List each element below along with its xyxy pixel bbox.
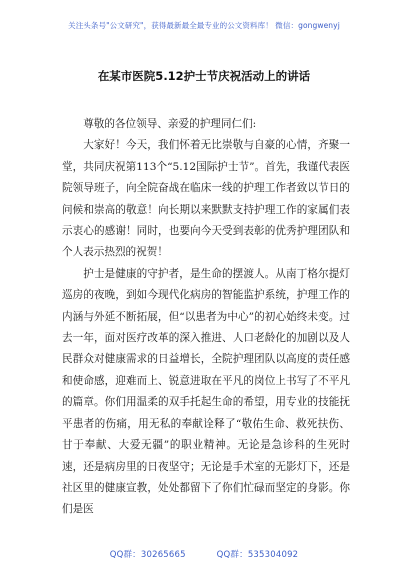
- header-promo-note: 关注头条号"公文研究"，获得最新最全最专业的公文资料库！ 微信：gongwenyj: [68, 21, 340, 30]
- body-paragraph: 护士是健康的守护者，是生命的摆渡人。从南丁格尔提灯巡房的夜晚，到如今现代化病房的智能监护系统，护理工作的内涵与外延不断拓展，但“以患者为中心”的初心始终未变。过去一年，面对医疗改革的深入推进、人口老龄化的加剧以及人民群众对健康需求的日益增长，全院护理团队以高度的责任感和使命感，迎难而上、锐意进取在平凡的岗位上书写了不平凡的篇章。你们用温柔的双手托起生命的希望，用专业的技能抚平患者的伤痛，用无私的奉献诠释了“敬佑生命、救死扶伤、甘于奉献、大爱无疆”的职业精神。无论是急诊科的生死时速，还是病房里的日夜坚守；无论是手术室的无影灯下，还是社区里的健康宣教，处处都留下了你们忙碌而坚定的身影。你们是医: [62, 267, 350, 516]
- footer-qq-group-2: QQ群：535304092: [216, 550, 299, 560]
- body-paragraph: 大家好！今天，我们怀着无比崇敬与自豪的心情，齐聚一堂，共同庆祝第113个“5.12国际护士节”。首先，我谨代表医院领导班子，向全院奋战在临床一线的护理工作者致以节日的问候和崇高的敬意！向长期以来默默支持护理工作的家属们表示衷心的感谢！同时，也要向今天受到表彰的优秀护理团队和个人表示热烈的祝贺！: [62, 139, 350, 259]
- body-paragraph: 尊敬的各位领导、亲爱的护理同仁们:: [83, 118, 257, 130]
- footer-qq-group-1: QQ群：30265665: [109, 550, 186, 560]
- document-title: 在某市医院5.12护士节庆祝活动上的讲话: [97, 69, 311, 83]
- footer-contact: [0, 548, 408, 560]
- document-body: [62, 114, 350, 521]
